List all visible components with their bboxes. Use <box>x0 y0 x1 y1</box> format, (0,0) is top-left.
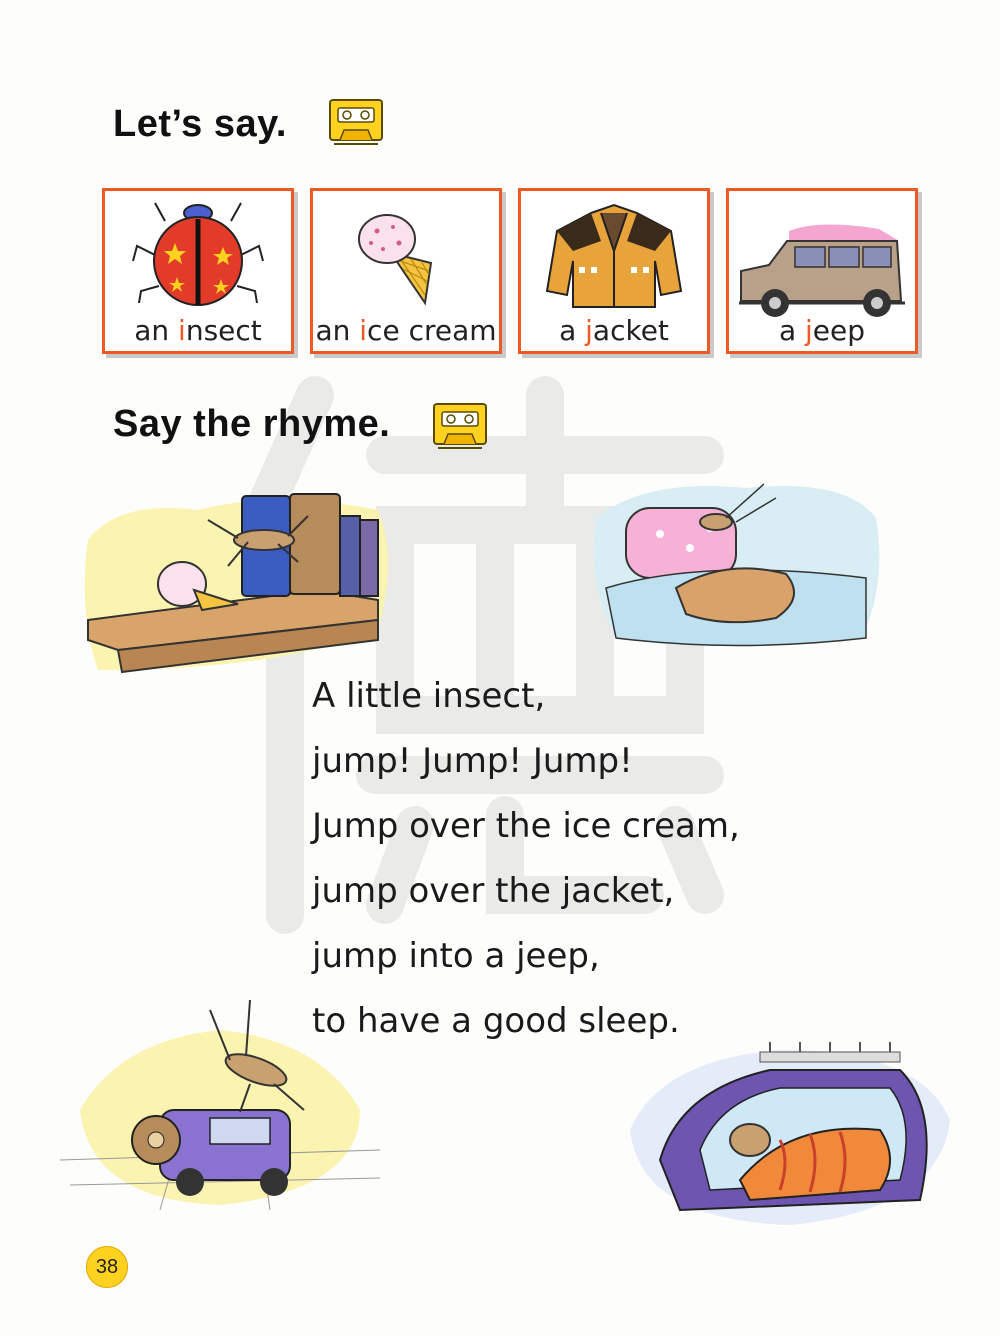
card-label-rest: nsect <box>185 314 262 347</box>
card-label-prefix: an <box>134 314 179 347</box>
card-jeep[interactable] <box>726 188 918 354</box>
card-ice-cream[interactable] <box>310 188 502 354</box>
card-label-rest: ce cream <box>367 314 497 347</box>
rhyme-line: Jump over the ice cream, <box>312 806 740 846</box>
card-label <box>729 314 915 347</box>
illustration-desk-books <box>78 480 398 680</box>
section-heading-say-the-rhyme: Say the rhyme. <box>113 403 391 445</box>
card-label-highlight: i <box>178 314 186 347</box>
card-label-rest: acket <box>592 314 669 347</box>
page-number: 38 <box>86 1246 128 1288</box>
card-label <box>105 314 291 347</box>
rhyme-line: jump over the jacket, <box>312 871 675 911</box>
illustration-insect-jeep <box>60 1000 390 1210</box>
rhyme-line: A little insect, <box>312 676 546 716</box>
card-label-highlight: j <box>805 314 813 347</box>
card-label-rest: eep <box>812 314 866 347</box>
card-label-prefix: an <box>315 314 360 347</box>
card-label-prefix: a <box>778 314 806 347</box>
card-label-highlight: j <box>585 314 593 347</box>
card-label-prefix: a <box>559 314 586 347</box>
rhyme-line: jump! Jump! Jump! <box>312 741 633 781</box>
illustration-sleeping-jeep <box>620 1030 960 1230</box>
card-label-highlight: i <box>359 314 368 347</box>
rhyme-line: jump into a jeep, <box>312 936 600 976</box>
cassette-icon[interactable] <box>432 402 488 450</box>
rhyme-line: to have a good sleep. <box>312 1001 680 1041</box>
card-insect[interactable] <box>102 188 294 354</box>
cassette-icon[interactable] <box>328 98 384 146</box>
card-jacket[interactable] <box>518 188 710 354</box>
card-label <box>521 314 707 347</box>
card-label <box>313 314 499 347</box>
section-heading-lets-say: Let’s say. <box>113 103 287 145</box>
illustration-bed-jacket <box>586 478 886 658</box>
